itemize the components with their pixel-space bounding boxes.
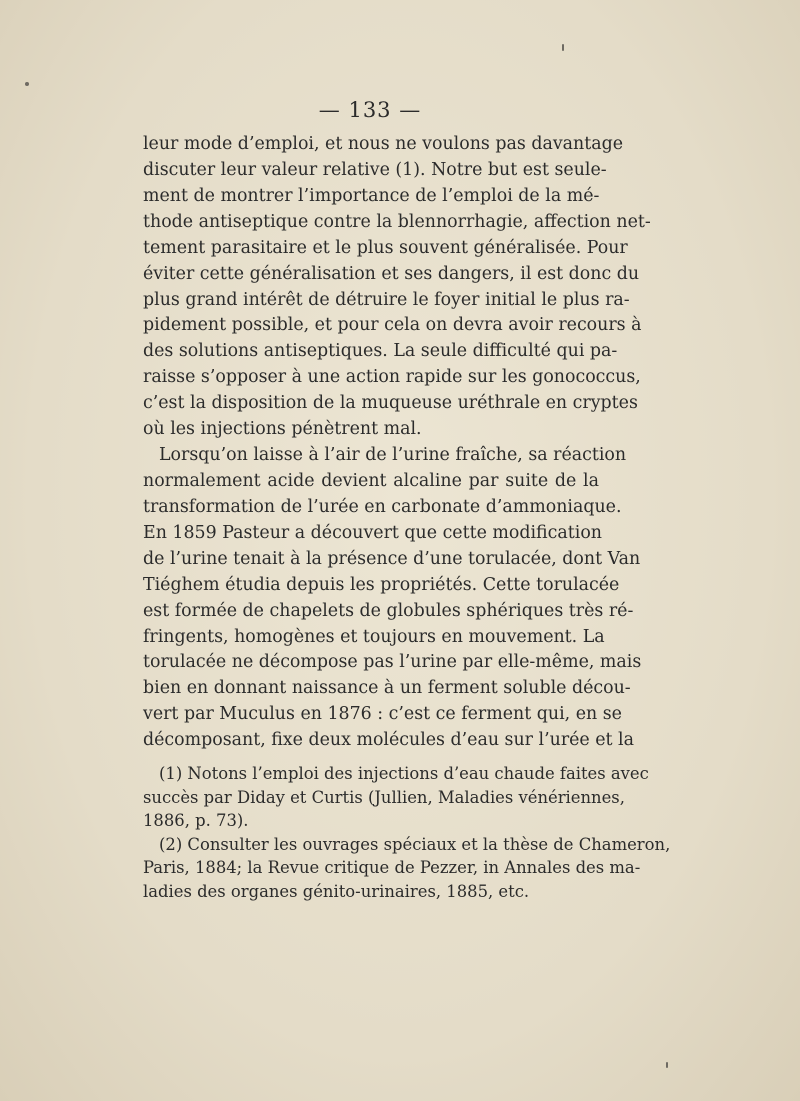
text-line: fringents, homogènes et toujours en mouvement. La bbox=[143, 626, 605, 647]
text-line: En 1859 Pasteur a découvert que cette modification bbox=[143, 522, 602, 543]
text-line: torulacée ne décompose pas l’urine par elle-même, mais bbox=[143, 652, 642, 673]
text-line: discuter leur valeur relative (1). Notre but est seule- bbox=[143, 159, 607, 180]
text-line: éviter cette généralisation et ses dangers, il est donc du bbox=[143, 263, 640, 284]
text-line: transformation de l’urée en carbonate d’ammoniaque. bbox=[143, 496, 622, 517]
footnote-line: (1) Notons l’emploi des injections d’eau chaude faites avec bbox=[159, 764, 649, 783]
footnote-line: 1886, p. 73). bbox=[143, 811, 249, 830]
footnote-line: succès par Diday et Curtis (Jullien, Maladies vénériennes, bbox=[143, 787, 625, 807]
body-text bbox=[143, 132, 651, 754]
footnotes bbox=[143, 762, 671, 903]
paper-speck bbox=[562, 44, 564, 51]
text-line: c’est la disposition de la muqueuse uréthrale en cryptes bbox=[143, 393, 638, 414]
paragraph bbox=[143, 132, 651, 443]
text-line: bien en donnant naissance à un ferment soluble décou- bbox=[143, 678, 631, 699]
text-line: tement parasitaire et le plus souvent généralisée. Pour bbox=[143, 237, 628, 258]
footnote-line: (2) Consulter les ouvrages spéciaux et la thèse de Chameron, bbox=[159, 834, 671, 854]
text-line: thode antiseptique contre la blennorrhagie, affection net- bbox=[143, 211, 651, 232]
text-line: est formée de chapelets de globules sphériques très ré- bbox=[143, 600, 634, 621]
text-line: où les injections pénètrent mal. bbox=[143, 419, 422, 440]
paper-speck bbox=[666, 1062, 668, 1068]
footnote-line: Paris, 1884; la Revue critique de Pezzer, in Annales des ma- bbox=[143, 858, 641, 877]
footnote bbox=[143, 762, 649, 833]
text-line: raisse s’opposer à une action rapide sur les gonococcus, bbox=[143, 367, 641, 388]
footnote-line: ladies des organes génito-urinaires, 1885, etc. bbox=[143, 881, 530, 901]
text-line: plus grand intérêt de détruire le foyer initial le plus ra- bbox=[143, 289, 630, 310]
text-line: de l’urine tenait à la présence d’une torulacée, dont Van bbox=[143, 548, 641, 569]
text-line: décomposant, fixe deux molécules d’eau sur l’urée et la bbox=[143, 730, 634, 751]
text-line: vert par Muculus en 1876 : c’est ce ferment qui, en se bbox=[143, 704, 622, 725]
paper-speck bbox=[25, 82, 29, 86]
text-line: Tiéghem étudia depuis les propriétés. Cette torulacée bbox=[143, 574, 620, 595]
paragraph bbox=[143, 443, 642, 754]
footnote bbox=[143, 833, 671, 904]
page-number: — 133 — bbox=[318, 98, 422, 122]
text-line: normalement acide devient alcaline par suite de la bbox=[143, 470, 599, 491]
text-line: pidement possible, et pour cela on devra avoir recours à bbox=[143, 315, 642, 336]
text-line: Lorsqu’on laisse à l’air de l’urine fraîche, sa réaction bbox=[159, 445, 627, 466]
text-line: leur mode d’emploi, et nous ne voulons pas davantage bbox=[143, 134, 623, 154]
text-line: des solutions antiseptiques. La seule difficulté qui pa- bbox=[143, 341, 618, 362]
text-line: ment de montrer l’importance de l’emploi de la mé- bbox=[143, 185, 600, 206]
